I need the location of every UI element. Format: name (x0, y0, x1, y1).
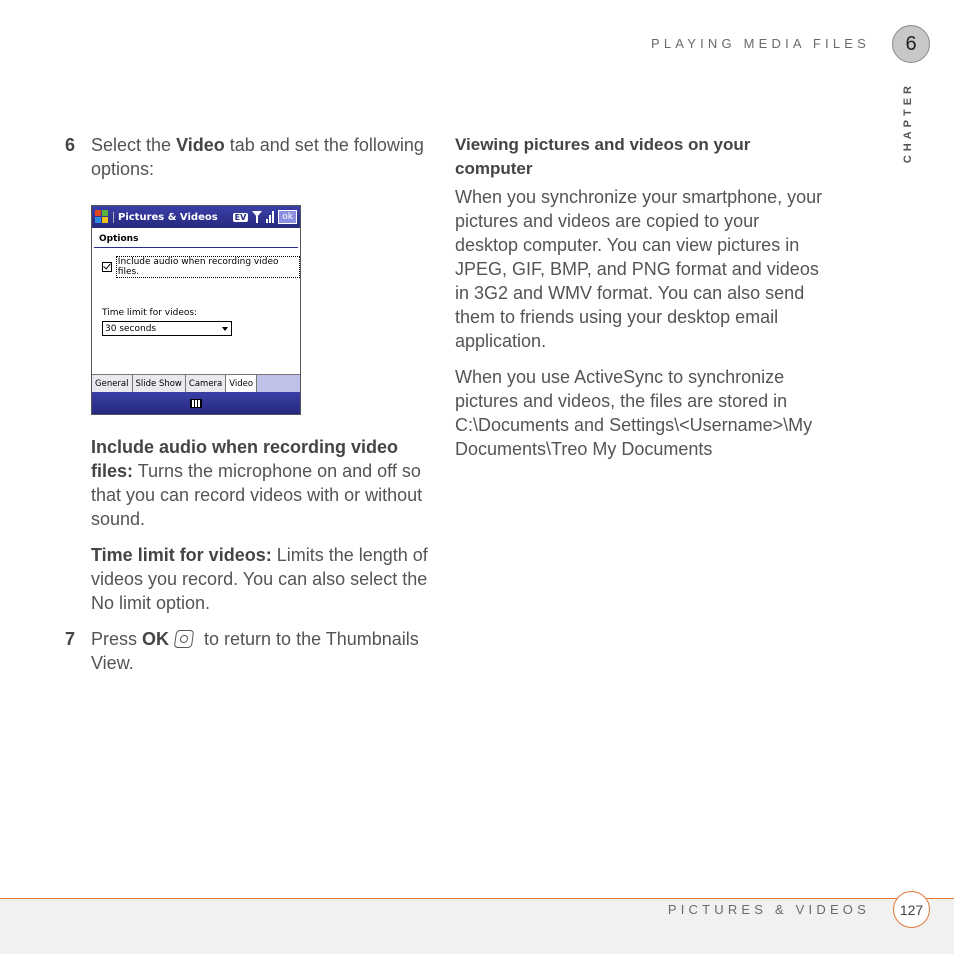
phone-ok-button[interactable]: ok (278, 210, 297, 224)
step-6 (65, 133, 435, 181)
step-text-bold: OK (142, 629, 170, 649)
step-text-post: to return to the Thumbnails View. (91, 629, 419, 673)
step-text-post: tab and set the following options: (91, 135, 424, 179)
phone-status-tray (233, 210, 297, 224)
phone-app-title: Pictures & Videos (113, 212, 233, 223)
ev-badge: EV (234, 212, 247, 222)
step-7 (65, 627, 435, 675)
section-heading: Viewing pictures and videos on your computer (455, 135, 751, 178)
running-footer: PICTURES & VIDEOS (667, 902, 870, 917)
tab-video[interactable]: Video (226, 375, 257, 393)
step-text-pre: Press (91, 629, 143, 649)
step-number: 7 (65, 629, 76, 649)
left-column (65, 133, 435, 675)
tab-slide-show[interactable]: Slide Show (133, 375, 186, 393)
ok-key-icon (174, 630, 195, 648)
signal-icon (252, 211, 262, 223)
phone-options-heading: Options (94, 228, 298, 248)
step-text-bold: Video (176, 135, 225, 155)
phone-bottom-bar (92, 392, 300, 414)
signal-bars-icon (266, 211, 274, 223)
checkbox-checked-icon[interactable] (102, 262, 112, 272)
time-limit-label: Time limit for videos: (102, 308, 198, 318)
definition-term: Time limit for videos: (91, 545, 272, 565)
step-number: 6 (65, 135, 76, 155)
step-text-pre: Select the (91, 135, 177, 155)
definition-time-limit (91, 543, 435, 615)
definition-text: Limits the length of videos you record. You can also select the No limit option. (91, 545, 428, 613)
page-number: 127 (893, 891, 930, 928)
definition-text: Turns the microphone on and off so that you can record videos with or without sound. (91, 461, 423, 529)
chapter-number-badge: 6 (892, 25, 930, 63)
paragraph-activesync: When you use ActiveSync to synchronize pictures and videos, the files are stored in C:\Documents and Settings\<Username>\My Documents\Treo My Documents (455, 367, 813, 459)
time-limit-value: 30 seconds (105, 323, 157, 334)
phone-tab-bar (92, 374, 300, 393)
definition-term: Include audio when recording video files: (91, 437, 399, 481)
phone-title-bar (92, 206, 300, 228)
keyboard-icon[interactable] (190, 399, 202, 408)
windows-logo-icon (95, 210, 109, 224)
running-header: PLAYING MEDIA FILES (651, 36, 870, 51)
paragraph-sync: When you synchronize your smartphone, your pictures and videos are copied to your desktop computer. You can view pictures in JPEG, GIF, BMP, and PNG format and videos in 3G2 and WMV format. You can also send them to friends using your desktop email application. (455, 187, 823, 351)
right-column (455, 133, 827, 461)
tab-general[interactable]: General (92, 375, 133, 393)
tab-camera[interactable]: Camera (186, 375, 226, 393)
include-audio-label: Include audio when recording video files. (116, 256, 300, 278)
chapter-label: CHAPTER (902, 82, 914, 164)
time-limit-select[interactable] (102, 321, 232, 336)
phone-screenshot (91, 205, 301, 415)
include-audio-checkbox-row[interactable] (102, 256, 300, 278)
definition-include-audio (91, 435, 435, 531)
